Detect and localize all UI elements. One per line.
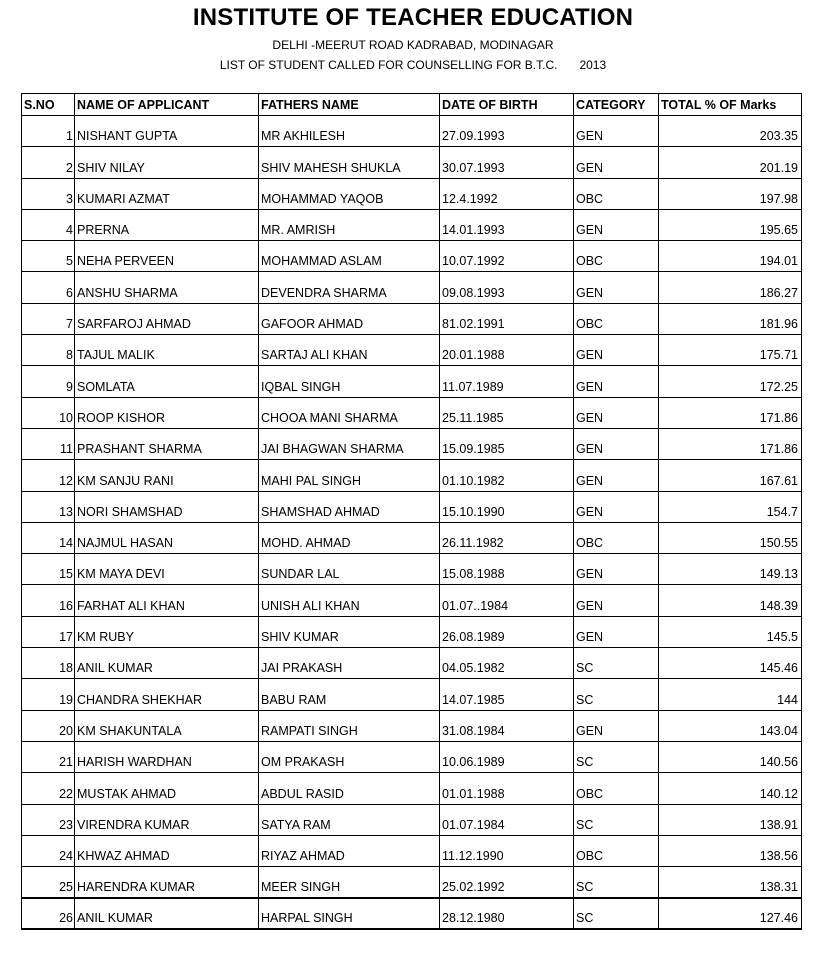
cell-category: GEN bbox=[574, 147, 659, 178]
cell-sno: 12 bbox=[22, 460, 75, 491]
cell-father-name: SATYA RAM bbox=[259, 804, 440, 835]
cell-sno: 4 bbox=[22, 209, 75, 240]
table-row bbox=[22, 366, 802, 397]
cell-total-marks: 172.25 bbox=[659, 366, 802, 397]
cell-category: OBC bbox=[574, 773, 659, 804]
cell-total-marks: 145.5 bbox=[659, 616, 802, 647]
cell-total-marks: 171.86 bbox=[659, 397, 802, 428]
table-row bbox=[22, 522, 802, 553]
cell-date-of-birth: 26.08.1989 bbox=[440, 616, 574, 647]
cell-father-name: SARTAJ ALI KHAN bbox=[259, 335, 440, 366]
cell-total-marks: 148.39 bbox=[659, 585, 802, 616]
cell-sno: 15 bbox=[22, 554, 75, 585]
table-row bbox=[22, 303, 802, 334]
cell-father-name: OM PRAKASH bbox=[259, 741, 440, 772]
table-row bbox=[22, 397, 802, 428]
cell-category: SC bbox=[574, 679, 659, 710]
cell-total-marks: 175.71 bbox=[659, 335, 802, 366]
column-header-father: FATHERS NAME bbox=[259, 94, 440, 116]
cell-date-of-birth: 14.01.1993 bbox=[440, 209, 574, 240]
cell-date-of-birth: 14.07.1985 bbox=[440, 679, 574, 710]
cell-date-of-birth: 01.07.1984 bbox=[440, 804, 574, 835]
cell-applicant-name: NORI SHAMSHAD bbox=[75, 491, 259, 522]
cell-date-of-birth: 10.06.1989 bbox=[440, 741, 574, 772]
cell-sno: 17 bbox=[22, 616, 75, 647]
cell-sno: 21 bbox=[22, 741, 75, 772]
cell-sno: 6 bbox=[22, 272, 75, 303]
cell-sno: 25 bbox=[22, 867, 75, 898]
cell-sno: 9 bbox=[22, 366, 75, 397]
cell-applicant-name: SARFAROJ AHMAD bbox=[75, 303, 259, 334]
cell-father-name: MOHD. AHMAD bbox=[259, 522, 440, 553]
cell-category: GEN bbox=[574, 554, 659, 585]
table-row bbox=[22, 710, 802, 741]
cell-date-of-birth: 25.11.1985 bbox=[440, 397, 574, 428]
cell-date-of-birth: 28.12.1980 bbox=[440, 898, 574, 929]
cell-sno: 5 bbox=[22, 241, 75, 272]
cell-total-marks: 194.01 bbox=[659, 241, 802, 272]
cell-date-of-birth: 11.12.1990 bbox=[440, 835, 574, 866]
cell-applicant-name: ANIL KUMAR bbox=[75, 898, 259, 929]
cell-sno: 14 bbox=[22, 522, 75, 553]
cell-father-name: IQBAL SINGH bbox=[259, 366, 440, 397]
cell-category: GEN bbox=[574, 335, 659, 366]
cell-father-name: MAHI PAL SINGH bbox=[259, 460, 440, 491]
cell-date-of-birth: 15.09.1985 bbox=[440, 428, 574, 459]
cell-total-marks: 138.91 bbox=[659, 804, 802, 835]
cell-total-marks: 140.12 bbox=[659, 773, 802, 804]
list-title: LIST OF STUDENT CALLED FOR COUNSELLING FOR B.T.C. bbox=[219, 58, 558, 72]
cell-father-name: MR. AMRISH bbox=[259, 209, 440, 240]
table-header-row bbox=[22, 94, 802, 116]
cell-total-marks: 149.13 bbox=[659, 554, 802, 585]
cell-date-of-birth: 81.02.1991 bbox=[440, 303, 574, 334]
cell-sno: 18 bbox=[22, 648, 75, 679]
cell-total-marks: 203.35 bbox=[659, 116, 802, 147]
column-header-dob: DATE OF BIRTH bbox=[440, 94, 574, 116]
cell-father-name: MOHAMMAD ASLAM bbox=[259, 241, 440, 272]
cell-applicant-name: TAJUL MALIK bbox=[75, 335, 259, 366]
cell-total-marks: 201.19 bbox=[659, 147, 802, 178]
cell-date-of-birth: 25.02.1992 bbox=[440, 867, 574, 898]
cell-date-of-birth: 01.10.1982 bbox=[440, 460, 574, 491]
cell-father-name: SHIV KUMAR bbox=[259, 616, 440, 647]
table-row bbox=[22, 898, 802, 929]
table-row bbox=[22, 335, 802, 366]
cell-category: OBC bbox=[574, 178, 659, 209]
table-row bbox=[22, 241, 802, 272]
cell-date-of-birth: 01.07..1984 bbox=[440, 585, 574, 616]
cell-date-of-birth: 10.07.1992 bbox=[440, 241, 574, 272]
cell-father-name: DEVENDRA SHARMA bbox=[259, 272, 440, 303]
table-row bbox=[22, 147, 802, 178]
table-row bbox=[22, 428, 802, 459]
cell-total-marks: 143.04 bbox=[659, 710, 802, 741]
cell-category: SC bbox=[574, 867, 659, 898]
table-row bbox=[22, 116, 802, 147]
cell-applicant-name: SOMLATA bbox=[75, 366, 259, 397]
cell-applicant-name: PRERNA bbox=[75, 209, 259, 240]
cell-date-of-birth: 30.07.1993 bbox=[440, 147, 574, 178]
table-row bbox=[22, 867, 802, 898]
cell-category: GEN bbox=[574, 116, 659, 147]
cell-applicant-name: KM MAYA DEVI bbox=[75, 554, 259, 585]
cell-date-of-birth: 20.01.1988 bbox=[440, 335, 574, 366]
cell-total-marks: 197.98 bbox=[659, 178, 802, 209]
cell-father-name: SUNDAR LAL bbox=[259, 554, 440, 585]
cell-father-name: ABDUL RASID bbox=[259, 773, 440, 804]
institute-title: INSTITUTE OF TEACHER EDUCATION bbox=[192, 4, 634, 31]
list-year: 2013 bbox=[579, 58, 607, 72]
cell-total-marks: 186.27 bbox=[659, 272, 802, 303]
cell-category: SC bbox=[574, 804, 659, 835]
cell-date-of-birth: 04.05.1982 bbox=[440, 648, 574, 679]
cell-category: SC bbox=[574, 741, 659, 772]
cell-date-of-birth: 12.4.1992 bbox=[440, 178, 574, 209]
cell-total-marks: 140.56 bbox=[659, 741, 802, 772]
cell-date-of-birth: 26.11.1982 bbox=[440, 522, 574, 553]
column-header-sno: S.NO bbox=[22, 94, 75, 116]
cell-category: GEN bbox=[574, 491, 659, 522]
cell-total-marks: 127.46 bbox=[659, 898, 802, 929]
cell-date-of-birth: 09.08.1993 bbox=[440, 272, 574, 303]
cell-father-name: UNISH ALI KHAN bbox=[259, 585, 440, 616]
cell-applicant-name: CHANDRA SHEKHAR bbox=[75, 679, 259, 710]
cell-applicant-name: KM SANJU RANI bbox=[75, 460, 259, 491]
cell-father-name: MOHAMMAD YAQOB bbox=[259, 178, 440, 209]
cell-sno: 24 bbox=[22, 835, 75, 866]
institute-address: DELHI -MEERUT ROAD KADRABAD, MODINAGAR bbox=[272, 38, 554, 52]
cell-category: OBC bbox=[574, 241, 659, 272]
column-header-name: NAME OF APPLICANT bbox=[75, 94, 259, 116]
cell-applicant-name: VIRENDRA KUMAR bbox=[75, 804, 259, 835]
cell-father-name: CHOOA MANI SHARMA bbox=[259, 397, 440, 428]
cell-category: GEN bbox=[574, 585, 659, 616]
cell-sno: 10 bbox=[22, 397, 75, 428]
cell-total-marks: 171.86 bbox=[659, 428, 802, 459]
cell-applicant-name: PRASHANT SHARMA bbox=[75, 428, 259, 459]
cell-applicant-name: NEHA PERVEEN bbox=[75, 241, 259, 272]
cell-total-marks: 181.96 bbox=[659, 303, 802, 334]
column-header-marks: TOTAL % OF Marks bbox=[659, 94, 802, 116]
cell-sno: 8 bbox=[22, 335, 75, 366]
cell-father-name: BABU RAM bbox=[259, 679, 440, 710]
cell-applicant-name: KM RUBY bbox=[75, 616, 259, 647]
cell-applicant-name: MUSTAK AHMAD bbox=[75, 773, 259, 804]
cell-date-of-birth: 31.08.1984 bbox=[440, 710, 574, 741]
cell-applicant-name: ROOP KISHOR bbox=[75, 397, 259, 428]
cell-category: GEN bbox=[574, 366, 659, 397]
cell-applicant-name: KUMARI AZMAT bbox=[75, 178, 259, 209]
cell-father-name: JAI BHAGWAN SHARMA bbox=[259, 428, 440, 459]
cell-category: GEN bbox=[574, 428, 659, 459]
table-row bbox=[22, 616, 802, 647]
cell-total-marks: 150.55 bbox=[659, 522, 802, 553]
table-row bbox=[22, 460, 802, 491]
cell-total-marks: 167.61 bbox=[659, 460, 802, 491]
cell-category: GEN bbox=[574, 460, 659, 491]
cell-total-marks: 154.7 bbox=[659, 491, 802, 522]
cell-father-name: GAFOOR AHMAD bbox=[259, 303, 440, 334]
cell-total-marks: 144 bbox=[659, 679, 802, 710]
cell-date-of-birth: 15.08.1988 bbox=[440, 554, 574, 585]
cell-category: GEN bbox=[574, 209, 659, 240]
cell-category: OBC bbox=[574, 303, 659, 334]
cell-date-of-birth: 27.09.1993 bbox=[440, 116, 574, 147]
cell-date-of-birth: 11.07.1989 bbox=[440, 366, 574, 397]
table-row bbox=[22, 835, 802, 866]
table-row bbox=[22, 209, 802, 240]
cell-category: GEN bbox=[574, 710, 659, 741]
cell-category: SC bbox=[574, 898, 659, 929]
cell-father-name: RIYAZ AHMAD bbox=[259, 835, 440, 866]
cell-applicant-name: ANSHU SHARMA bbox=[75, 272, 259, 303]
cell-father-name: MR AKHILESH bbox=[259, 116, 440, 147]
cell-total-marks: 145.46 bbox=[659, 648, 802, 679]
cell-sno: 7 bbox=[22, 303, 75, 334]
table-row bbox=[22, 804, 802, 835]
cell-father-name: RAMPATI SINGH bbox=[259, 710, 440, 741]
cell-sno: 19 bbox=[22, 679, 75, 710]
cell-applicant-name: FARHAT ALI KHAN bbox=[75, 585, 259, 616]
table-row bbox=[22, 554, 802, 585]
cell-category: GEN bbox=[574, 616, 659, 647]
cell-father-name: HARPAL SINGH bbox=[259, 898, 440, 929]
cell-sno: 20 bbox=[22, 710, 75, 741]
cell-category: GEN bbox=[574, 272, 659, 303]
cell-applicant-name: HARISH WARDHAN bbox=[75, 741, 259, 772]
cell-date-of-birth: 01.01.1988 bbox=[440, 773, 574, 804]
cell-sno: 3 bbox=[22, 178, 75, 209]
table-row bbox=[22, 679, 802, 710]
cell-category: OBC bbox=[574, 522, 659, 553]
table-row bbox=[22, 491, 802, 522]
cell-father-name: SHIV MAHESH SHUKLA bbox=[259, 147, 440, 178]
table-row bbox=[22, 178, 802, 209]
cell-applicant-name: KHWAZ AHMAD bbox=[75, 835, 259, 866]
cell-category: GEN bbox=[574, 397, 659, 428]
cell-father-name: JAI PRAKASH bbox=[259, 648, 440, 679]
cell-applicant-name: KM SHAKUNTALA bbox=[75, 710, 259, 741]
cell-total-marks: 138.56 bbox=[659, 835, 802, 866]
cell-total-marks: 138.31 bbox=[659, 867, 802, 898]
table-row bbox=[22, 585, 802, 616]
table-row bbox=[22, 741, 802, 772]
column-header-category: CATEGORY bbox=[574, 94, 659, 116]
cell-sno: 26 bbox=[22, 898, 75, 929]
cell-sno: 22 bbox=[22, 773, 75, 804]
cell-applicant-name: ANIL KUMAR bbox=[75, 648, 259, 679]
cell-category: OBC bbox=[574, 835, 659, 866]
cell-date-of-birth: 15.10.1990 bbox=[440, 491, 574, 522]
cell-applicant-name: NISHANT GUPTA bbox=[75, 116, 259, 147]
cell-sno: 11 bbox=[22, 428, 75, 459]
cell-category: SC bbox=[574, 648, 659, 679]
table-body bbox=[22, 116, 802, 930]
cell-sno: 16 bbox=[22, 585, 75, 616]
table-row bbox=[22, 272, 802, 303]
cell-applicant-name: HARENDRA KUMAR bbox=[75, 867, 259, 898]
cell-sno: 1 bbox=[22, 116, 75, 147]
counselling-table bbox=[21, 93, 802, 930]
cell-sno: 23 bbox=[22, 804, 75, 835]
cell-father-name: SHAMSHAD AHMAD bbox=[259, 491, 440, 522]
table-row bbox=[22, 773, 802, 804]
cell-father-name: MEER SINGH bbox=[259, 867, 440, 898]
cell-applicant-name: SHIV NILAY bbox=[75, 147, 259, 178]
list-title-line bbox=[0, 58, 826, 72]
cell-applicant-name: NAJMUL HASAN bbox=[75, 522, 259, 553]
cell-sno: 13 bbox=[22, 491, 75, 522]
cell-sno: 2 bbox=[22, 147, 75, 178]
table-row bbox=[22, 648, 802, 679]
cell-total-marks: 195.65 bbox=[659, 209, 802, 240]
